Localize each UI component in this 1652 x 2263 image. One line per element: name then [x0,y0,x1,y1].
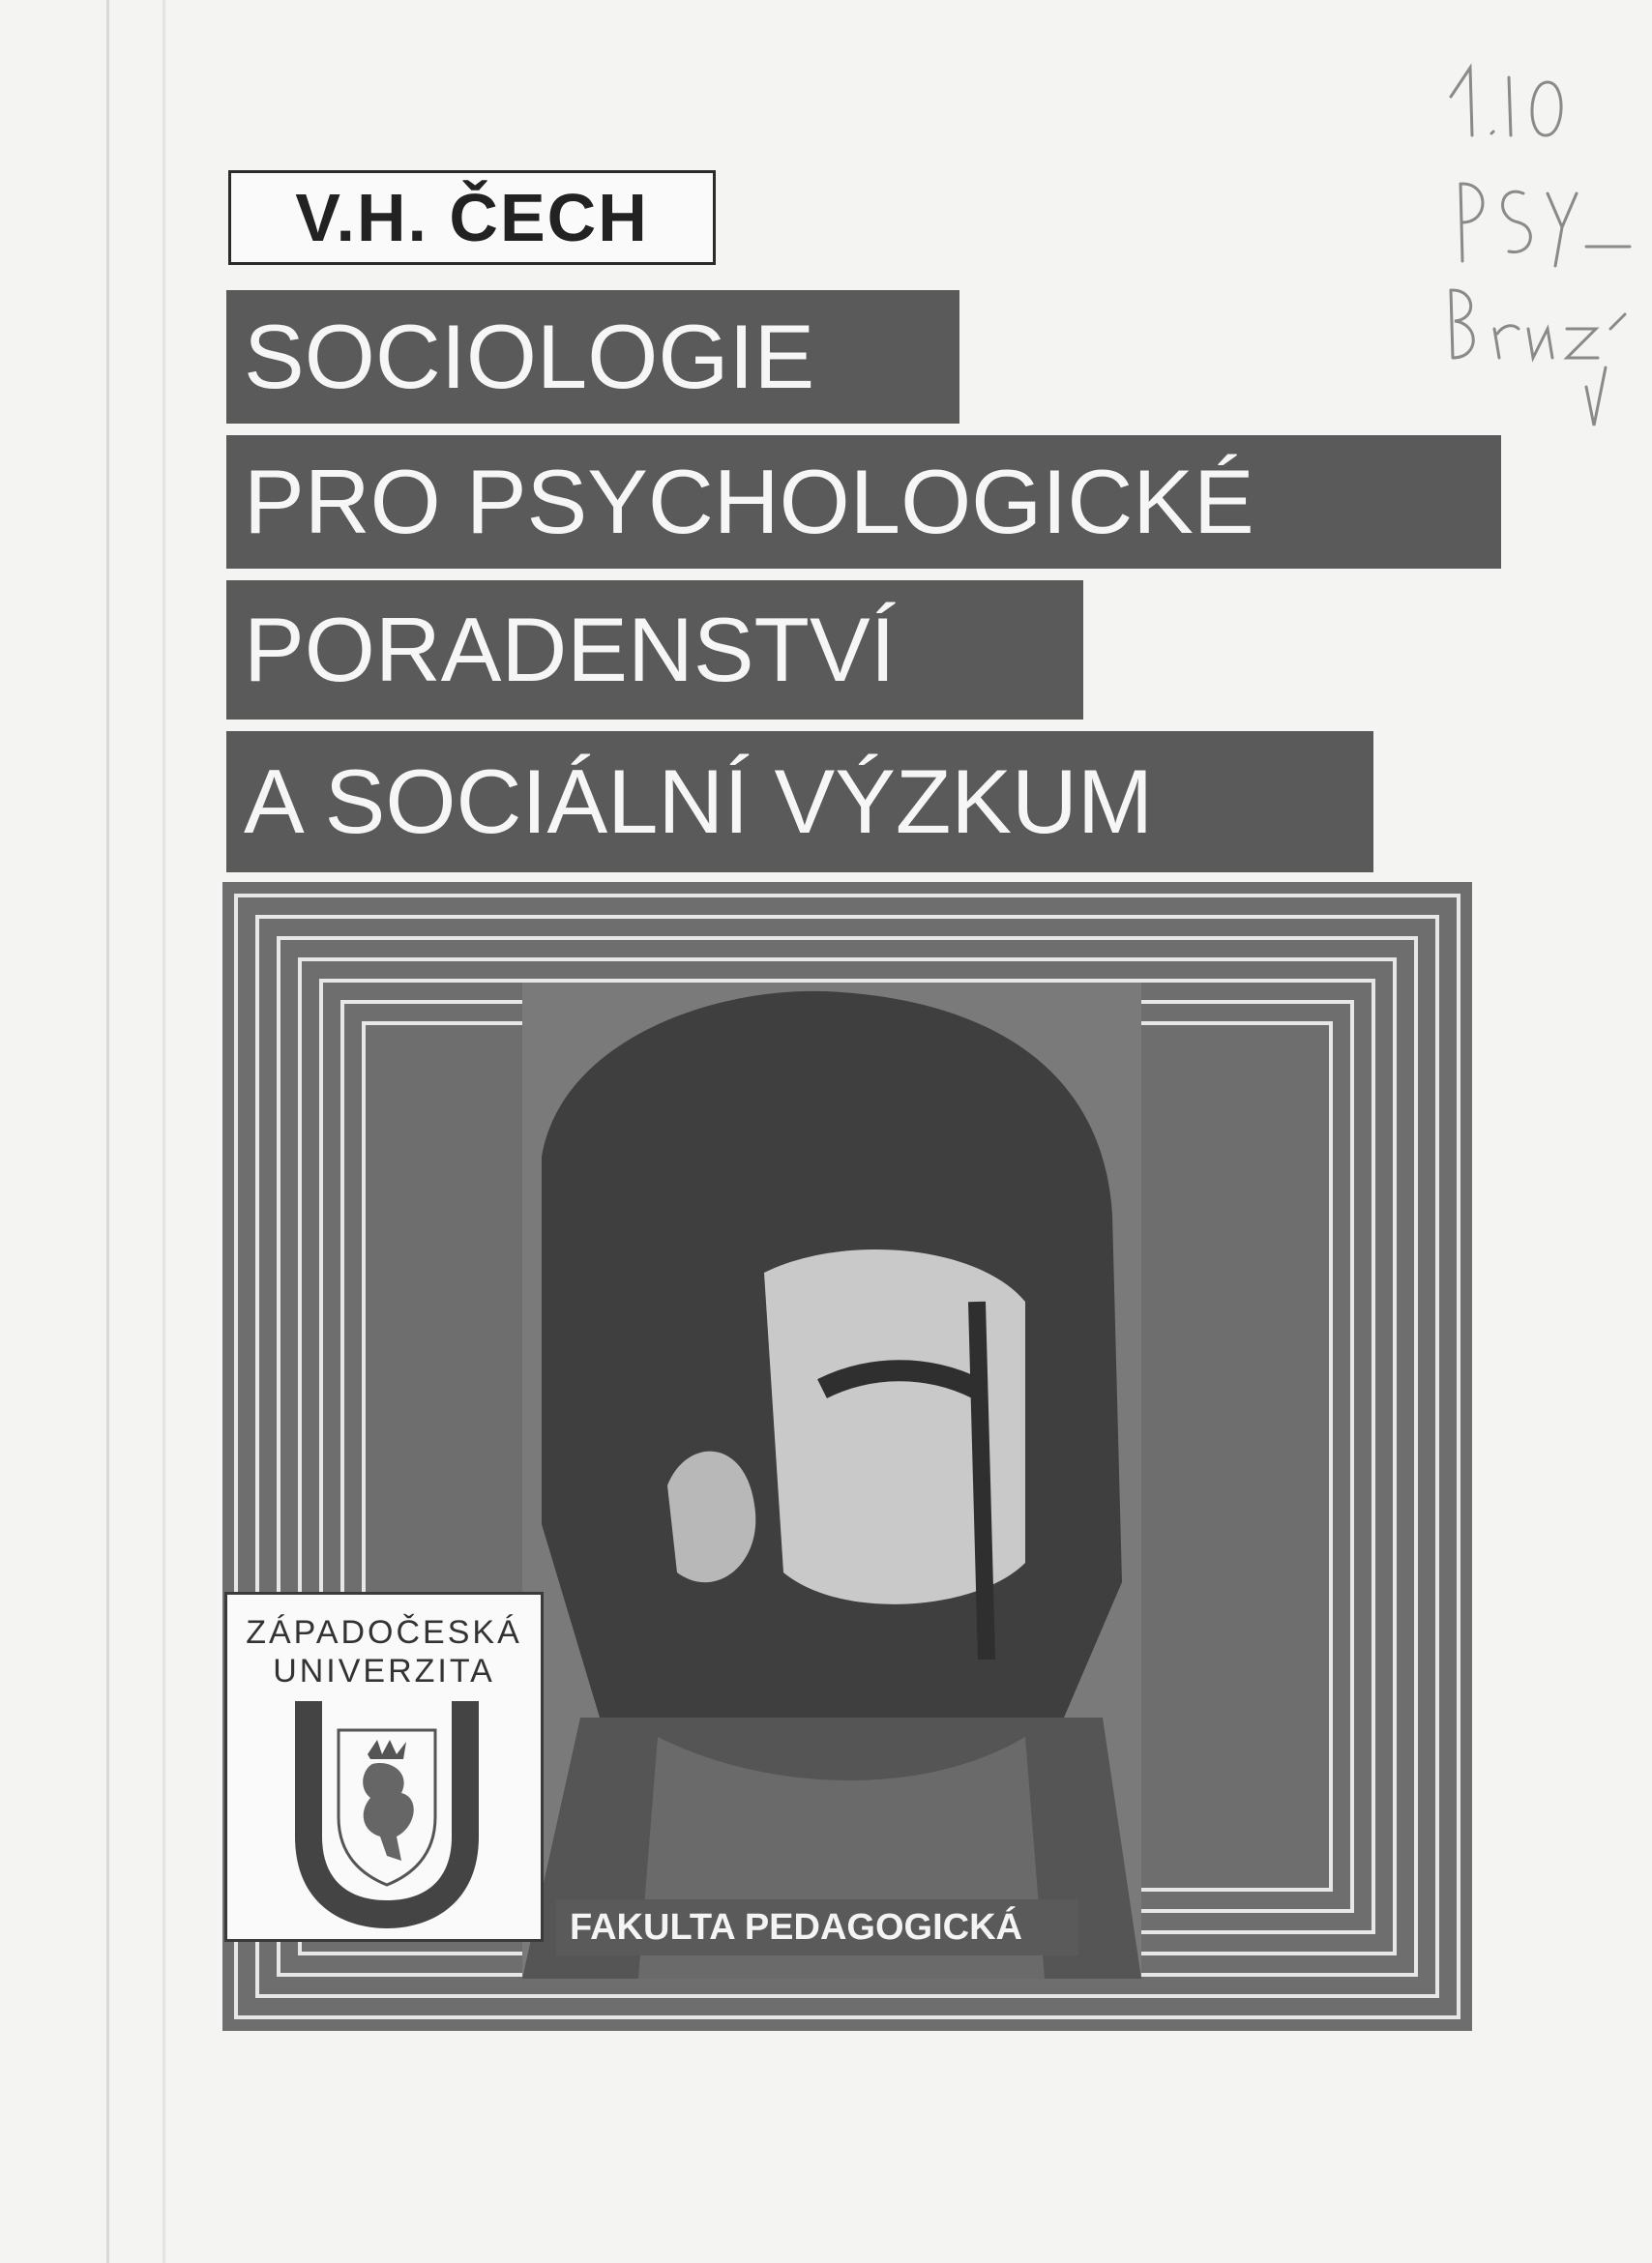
spine-crease [162,0,165,2263]
title-line-4: A SOCIÁLNÍ VÝZKUM [226,731,1373,872]
handwritten-note [1431,39,1635,435]
title-line-3: PORADENSTVÍ [226,580,1083,720]
title-line-1: SOCIOLOGIE [226,290,959,424]
university-logo [224,1592,544,1942]
university-name-line-2: UNIVERZITA [273,1653,495,1690]
author-name: V.H. ČECH [228,170,716,265]
university-name-line-1: ZÁPADOČESKÁ [246,1614,522,1651]
university-emblem-icon [266,1701,508,1933]
spine-crease [106,0,109,2263]
title-line-2: PRO PSYCHOLOGICKÉ [226,435,1501,569]
faculty-name: FAKULTA PEDAGOGICKÁ [556,1899,1078,1955]
portrait-image [522,983,1141,1979]
